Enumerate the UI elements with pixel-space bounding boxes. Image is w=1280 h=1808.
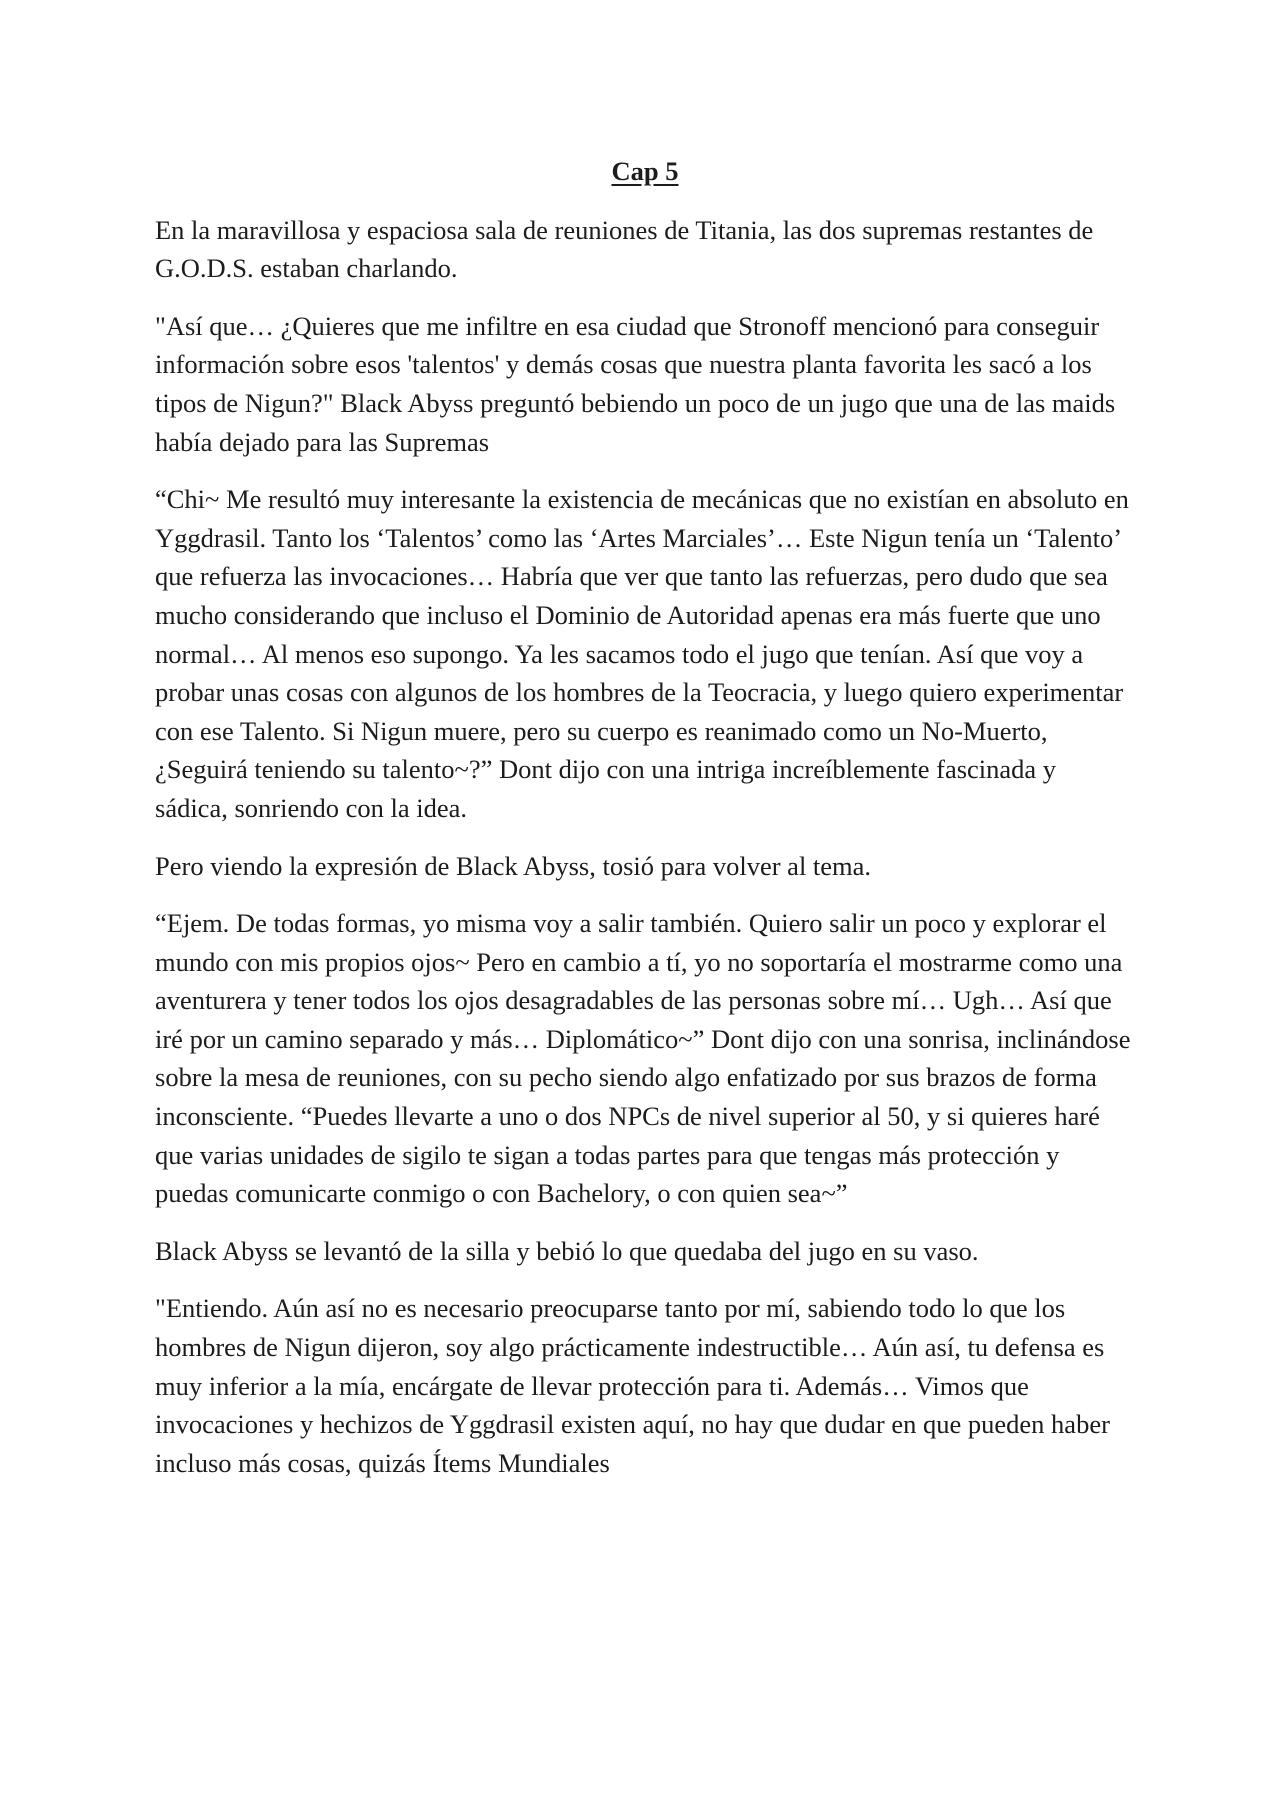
paragraph: En la maravillosa y espaciosa sala de reuniones de Titania, las dos supremas restantes de G.O.D.S. estaban charlando. (155, 214, 1094, 284)
chapter-title: Cap 5 (611, 156, 679, 186)
paragraph: “Ejem. De todas formas, yo misma voy a salir también. Quiero salir un poco y explorar el mundo con mis propios ojos~ Pero en cambio a tí, yo no soportaría el mostrarme como una aventurera y tener todos los ojos desagradables de las personas sobre mí… Ugh… Así que iré por un camino separado y más… Diplomático~” Dont dijo con una sonrisa, inclinándose sobre la mesa de reuniones, con su pecho siendo algo enfatizado por sus brazos de forma inconsciente. “Puedes llevarte a uno o dos NPCs de nivel superior al 50, y si quieres haré que varias unidades de sigilo te sigan a todas partes para que tengas más protección y puedas comunicarte conmigo o con Bachelory, o con quien sea~” (155, 908, 1131, 1209)
paragraph: “Chi~ Me resultó muy interesante la existencia de mecánicas que no existían en absoluto en Yggdrasil. Tanto los ‘Talentos’ como las ‘Artes Marciales’… Este Nigun tenía un ‘Talento’ que refuerza las invocaciones… Habría que ver que tanto las refuerzas, pero dudo que sea mucho considerando que incluso el Dominio de Autoridad apenas era más fuerte que uno normal… Al menos eso supongo. Ya les sacamos todo el jugo que tenían. Así que voy a probar unas cosas con algunos de los hombres de la Teocracia, y luego quiero experimentar con ese Talento. Si Nigun muere, pero su cuerpo es reanimado como un No-Muerto, ¿Seguirá teniendo su talento~?” Dont dijo con una intriga increíblemente fascinada y sádica, sonriendo con la idea. (155, 484, 1129, 823)
paragraph: Pero viendo la expresión de Black Abyss, tosió para volver al tema. (155, 850, 872, 881)
paragraph: "Entiendo. Aún así no es necesario preocuparse tanto por mí, sabiendo todo lo que los hombres de Nigun dijeron, soy algo prácticamente indestructible… Aún así, tu defensa es muy inferior a la mía, encárgate de llevar protección para ti. Además… Vimos que invocaciones y hechizos de Yggdrasil existen aquí, no hay que dudar en que pueden haber incluso más cosas, quizás Ítems Mundiales (155, 1293, 1110, 1478)
paragraph: "Así que… ¿Quieres que me infiltre en esa ciudad que Stronoff mencionó para conseguir información sobre esos 'talentos' y demás cosas que nuestra planta favorita les sacó a los tipos de Nigun?" Black Abyss preguntó bebiendo un poco de un jugo que una de las maids había dejado para las Supremas (155, 310, 1116, 457)
document-body (155, 152, 1135, 1501)
paragraph: Black Abyss se levantó de la silla y bebió lo que quedaba del jugo en su vaso. (155, 1235, 979, 1266)
